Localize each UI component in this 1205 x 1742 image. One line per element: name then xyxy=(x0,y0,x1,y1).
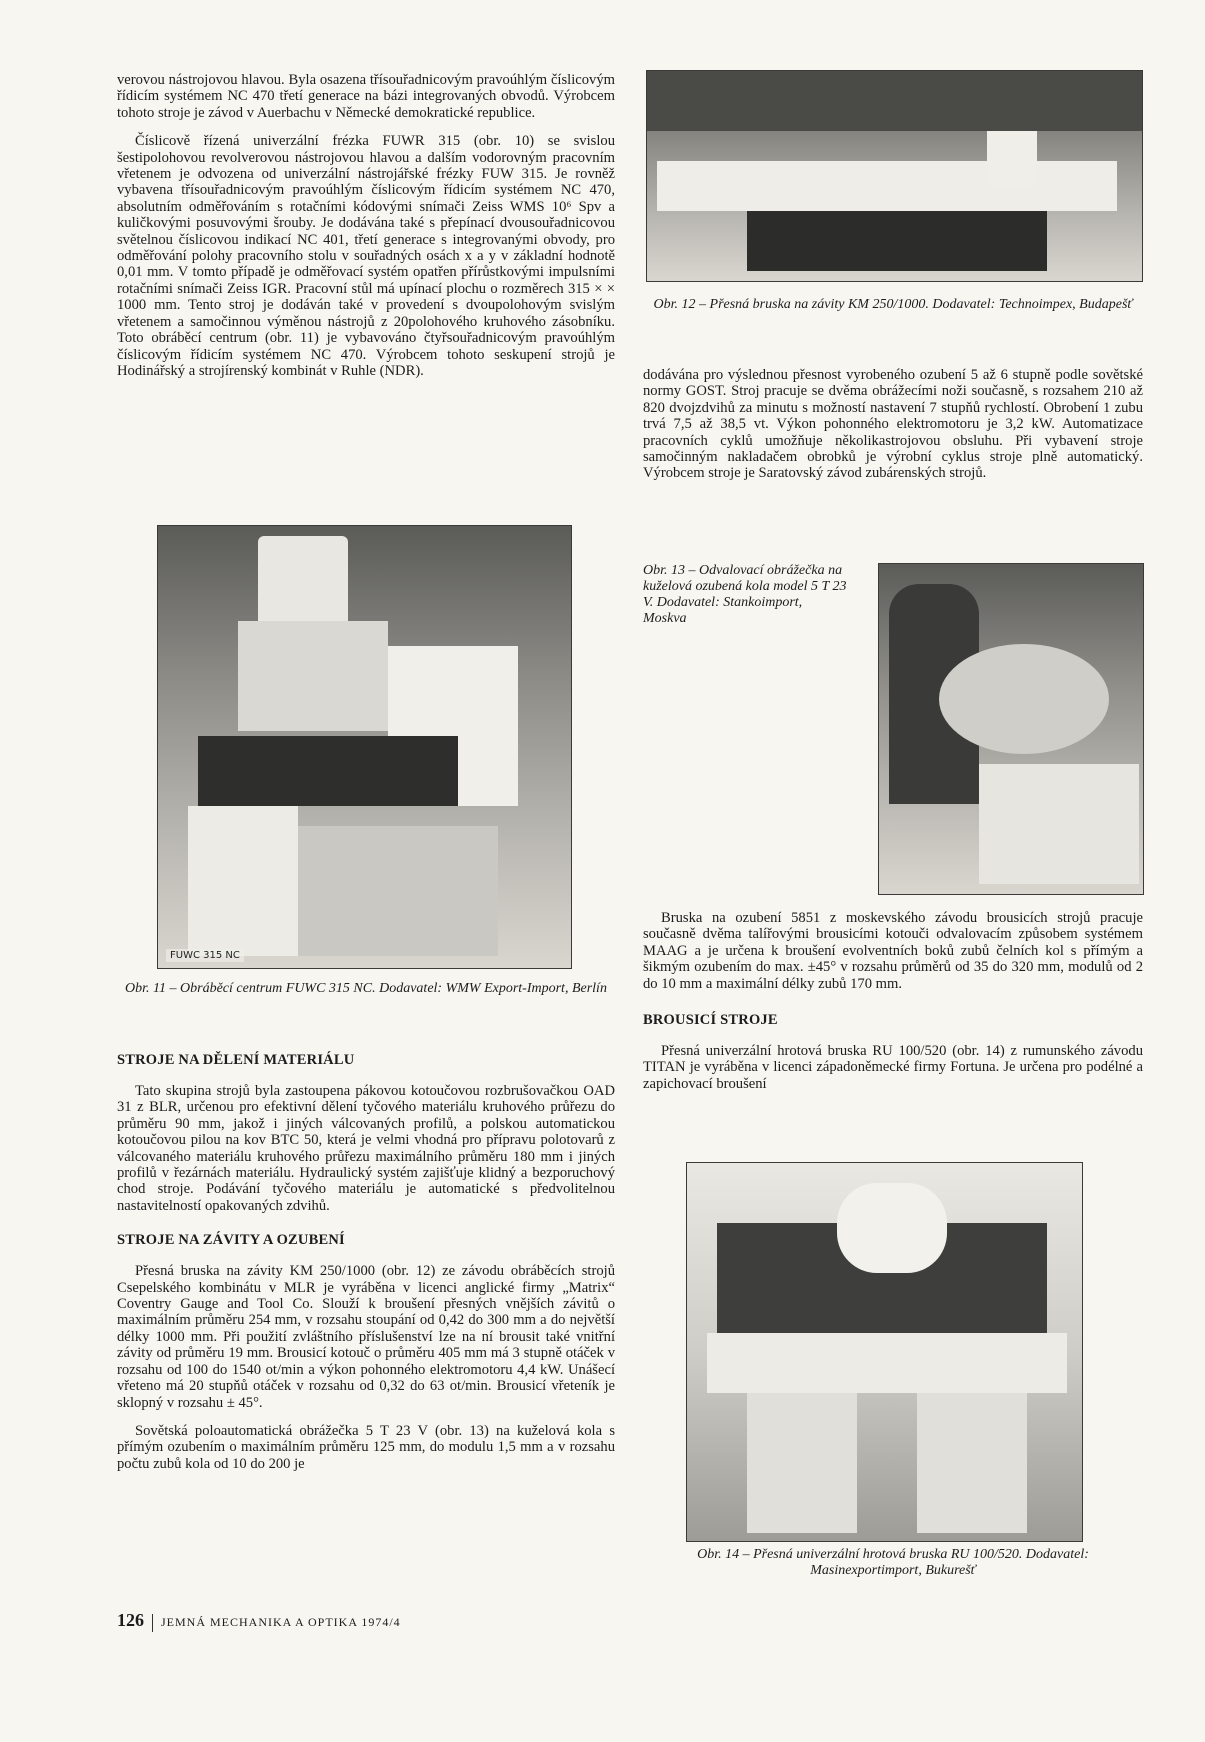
journal-name: JEMNÁ MECHANIKA A OPTIKA 1974/4 xyxy=(161,1615,401,1629)
figure-14-photo xyxy=(686,1162,1083,1542)
paragraph: Bruska na ozubení 5851 z moskevského závodu brousicích strojů pracuje současně dvěma talířovými brousicími kotouči odvalovacím způsobem systémem MAAG a je určena k broušení evolventních boků zubů čelních kol s přímým a šikmým ozubením do max. ±45° v rozsahu průměrů od 35 do 320 mm, modulů od 2 do 10 mm a maximální délky zubů 170 mm. xyxy=(643,910,1143,992)
footer-divider xyxy=(152,1614,153,1632)
figure-13-photo xyxy=(878,563,1144,895)
figure-12-photo xyxy=(646,70,1143,282)
paragraph: Sovětská poloautomatická obrážečka 5 T 23 V (obr. 13) na kuželová kola s přímým ozubením o maximálním průměru 125 mm, do modulu 1,5 mm a v rozsahu počtu zubů kola od 10 do 200 je xyxy=(117,1422,615,1472)
left-column-top xyxy=(117,72,615,391)
figure-13-caption: Obr. 13 – Odvalovací obrážečka na kuželová ozubená kola model 5 T 23 V. Dodavatel: Stankoimport, Moskva xyxy=(643,563,847,626)
figure-11-photo xyxy=(157,525,572,969)
paragraph: Číslicově řízená univerzální frézka FUWR 315 (obr. 10) se svislou šestipolohovou revolverovou nástrojovou hlavou a dalším vodorovným pracovním vřetenem je odvozena od univerzální nástrojářské frézky FUW 315. Je rovněž vybavena třísouřadnicovým pravoúhlým číslicovým řídicím systémem NC 470, absolutním odměřováním s rotačními kódovými snímači Zeiss WMS 10⁶ Spv a kuličkovými posuvovými šrouby. Je dodávána také s přepínací dvousouřadnicovou světelnou číslicovou indikací NC 401, třetí generace s integrovanými obvody, pro odměřování polohy pracovního stolu v souřadných osách x a y v základní hodnotě 0,01 mm. V tomto případě je odměřovací systém opatřen přírůstkovými impulsními rotačními snímači Zeiss IGR. Pracovní stůl má upínací plochu o rozměrech 315 × × 1000 mm. Tento stroj je dodáván také v provedení s dvoupolohovým svislým vřetenem a samočinnou výměnou nástrojů z 20polohového kruhového zásobníku. Toto obráběcí centrum (obr. 11) je vybavováno čtyřsouřadnicovým pravoúhlým číslicovým řídicím systémem NC 470. Výrobcem tohoto seskupení strojů je Hodinářský a strojírenský kombinát v Ruhle (NDR). xyxy=(117,133,615,379)
figure-11-label: FUWC 315 NC xyxy=(166,949,244,962)
paragraph: verovou nástrojovou hlavou. Byla osazena třísouřadnicovým pravoúhlým číslicovým řídicím systémem NC 470 třetí generace na bázi integrovaných obvodů. Výrobcem tohoto stroje je závod v Auerbachu v Německé demokratické republice. xyxy=(117,72,615,121)
paragraph: Přesná univerzální hrotová bruska RU 100/520 (obr. 14) z rumunského závodu TITAN je vyráběna v licenci západoněmecké firmy Fortuna. Je určena pro podélné a zapichovací broušení xyxy=(643,1043,1143,1092)
figure-14-caption: Obr. 14 – Přesná univerzální hrotová bruska RU 100/520. Dodavatel: Masinexportimport, Bukurešť xyxy=(697,1547,1089,1578)
section-heading: STROJE NA DĚLENÍ MATERIÁLU xyxy=(117,1052,355,1068)
section-heading: STROJE NA ZÁVITY A OZUBENÍ xyxy=(117,1232,345,1249)
paragraph: Tato skupina strojů byla zastoupena pákovou kotoučovou rozbrušovačkou OAD 31 z BLR, určenou pro efektivní dělení tyčového materiálu kruhového průřezu do průměru 90 mm, jakož i jiných válcovaných profilů, a polskou automatickou kotoučovou pilou na kov BTC 50, která je velmi vhodná pro přípravu polotovarů z válcovaného materiálu kruhového průřezu maximálního průměru 180 mm i jiných profilů v řezárnách materiálu. Hydraulický systém zajišťuje klidný a bezporuchový chod stroje. Podávání tyčového materiálu je automatické s předvolitelnou nastavitelností opakovaných zdvihů. xyxy=(117,1083,615,1214)
right-column-lower xyxy=(643,910,1143,1104)
left-column-bottom xyxy=(117,1052,615,1484)
paragraph: Přesná bruska na závity KM 250/1000 (obr. 12) ze závodu obráběcích strojů Csepelského kombinátu v MLR je vyráběna v licenci anglické firmy „Matrix“ Coventry Gauge and Tool Co. Slouží k broušení přesných vnějších závitů o maximálním průměru 254 mm, v rozsahu stoupání od 0,42 do 300 mm a do největší délky 1000 mm. Při použití zvláštního příslušenství lze na ní brousit také vnitřní závity od průměru 19 mm. Brousicí kotouč o průměru 405 mm má 3 stupně otáček v rozsahu od 100 do 1540 ot/min a výkon pohonného elektromotoru 4,4 kW. Unášecí vřeteno má 20 stupňů otáček v rozsahu od 0,32 do 63 ot/min. Brousicí vřeteník je sklopný v rozsahu ± 45°. xyxy=(117,1263,615,1411)
paragraph: dodávána pro výslednou přesnost vyrobeného ozubení 5 až 6 stupně podle sovětské normy GOST. Stroj pracuje se dvěma obrážecími noži současně, s rozsahem 210 až 820 dvojzdvihů za minutu s možností nastavení 7 stupňů rychlostí. Obrobení 1 zubu trvá 7,5 až 38,5 vt. Výkon pohonného elektromotoru je 3,2 kW. Automatizace pracovních cyklů umožňuje několikastrojovou obsluhu. Při vybavení stroje samočinným nakladačem obrobků je výrobní cyklus stroje plně automatický. Výrobcem stroje je Saratovský závod zubárenských strojů. xyxy=(643,367,1143,482)
right-column-middle xyxy=(643,367,1143,494)
page-footer xyxy=(117,1610,401,1632)
figure-11-caption: Obr. 11 – Obráběcí centrum FUWC 315 NC. Dodavatel: WMW Export-Import, Berlín xyxy=(125,981,607,996)
section-heading: BROUSICÍ STROJE xyxy=(643,1012,778,1029)
page-number: 126 xyxy=(117,1610,144,1630)
figure-12-caption: Obr. 12 – Přesná bruska na závity KM 250/1000. Dodavatel: Technoimpex, Budapešť xyxy=(653,297,1133,312)
